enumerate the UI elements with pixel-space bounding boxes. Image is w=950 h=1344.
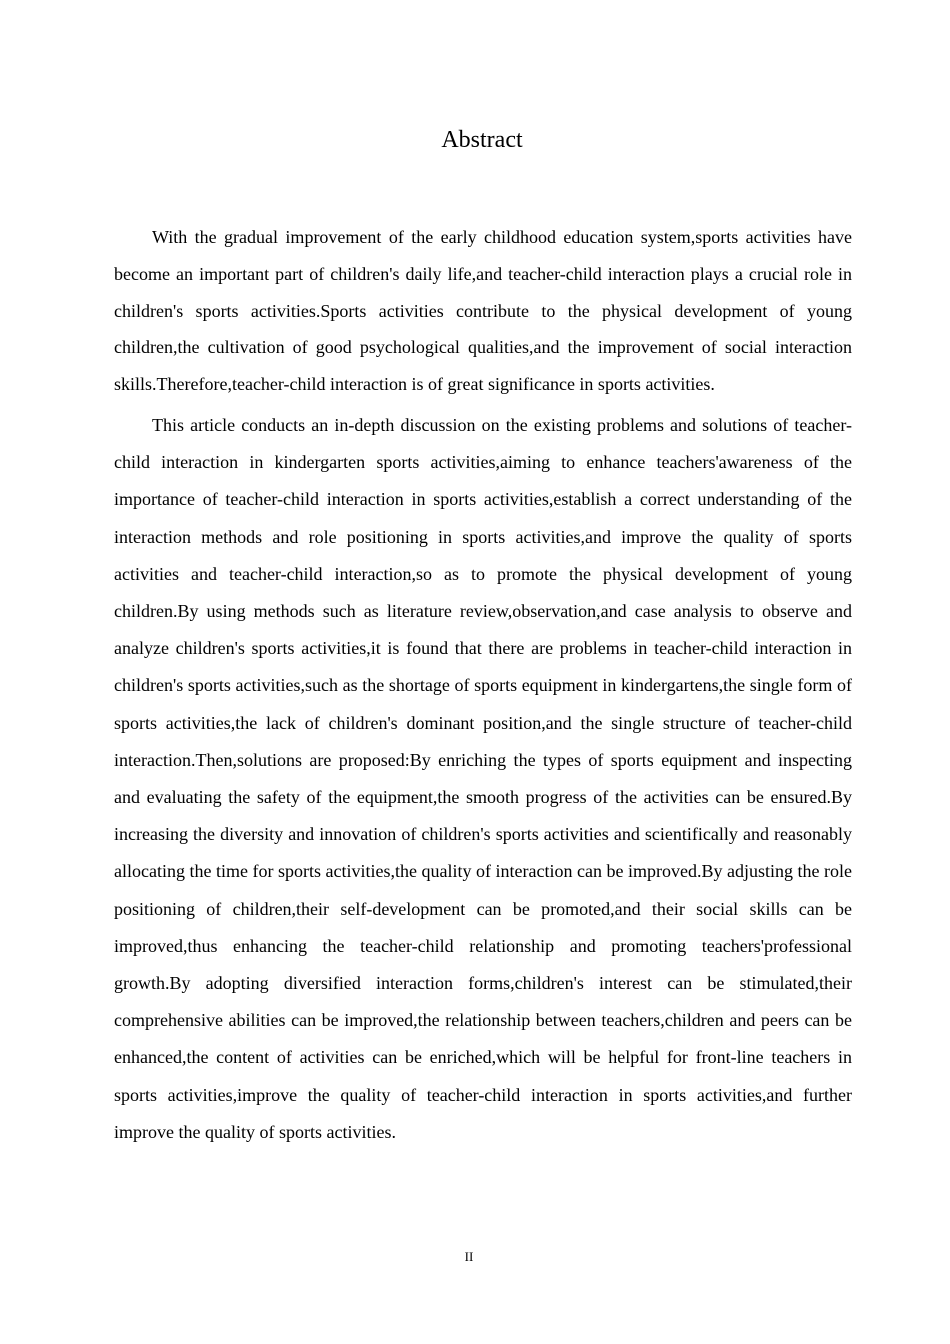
abstract-paragraph-2: This article conducts an in-depth discussion on the existing problems and solutions of teacher-child interaction in kindergarten sports activities,aiming to enhance teachers'awareness of the importance of teacher-child interaction in sports activities,establish a correct understanding of the interaction methods and role positioning in sports activities,and improve the quality of sports activities and teacher-child interaction,so as to promote the physical development of young children.By using methods such as literature review,observation,and case analysis to observe and analyze children's sports activities,it is found that there are problems in teacher-child interaction in children's sports activities,such as the shortage of sports equipment in kindergartens,the single form of sports activities,the lack of children's dominant position,and the single structure of teacher-child interaction.Then,solutions are proposed:By enriching the types of sports equipment and inspecting and evaluating the safety of the equipment,the smooth progress of the activities can be ensured.By increasing the diversity and innovation of children's sports activities and scientifically and reasonably allocating the time for sports activities,the quality of interaction can be improved.By adjusting the role positioning of children,their self-development can be promoted,and their social skills can be improved,thus enhancing the teacher-child relationship and promoting teachers'professional growth.By adopting diversified interaction forms,children's interest can be stimulated,their comprehensive abilities can be improved,the relationship between teachers,children and peers can be enhanced,the content of activities can be enriched,which will be helpful for front-line teachers in sports activities,improve the quality of teacher-child interaction in sports activities,and further improve the quality of sports activities. xyxy=(114,414,852,1142)
abstract-paragraph-1: With the gradual improvement of the early childhood education system,sports activities have become an important part of children's daily life,and teacher-child interaction plays a crucial role in children's sports activities.Sports activities contribute to the physical development of young children,the cultivation of good psychological qualities,and the improvement of social interaction skills.Therefore,teacher-child interaction is of great significance in sports activities. xyxy=(114,227,852,395)
abstract-body xyxy=(114,219,852,1151)
page-title: Abstract xyxy=(441,127,523,153)
page-number: II xyxy=(464,1249,474,1264)
